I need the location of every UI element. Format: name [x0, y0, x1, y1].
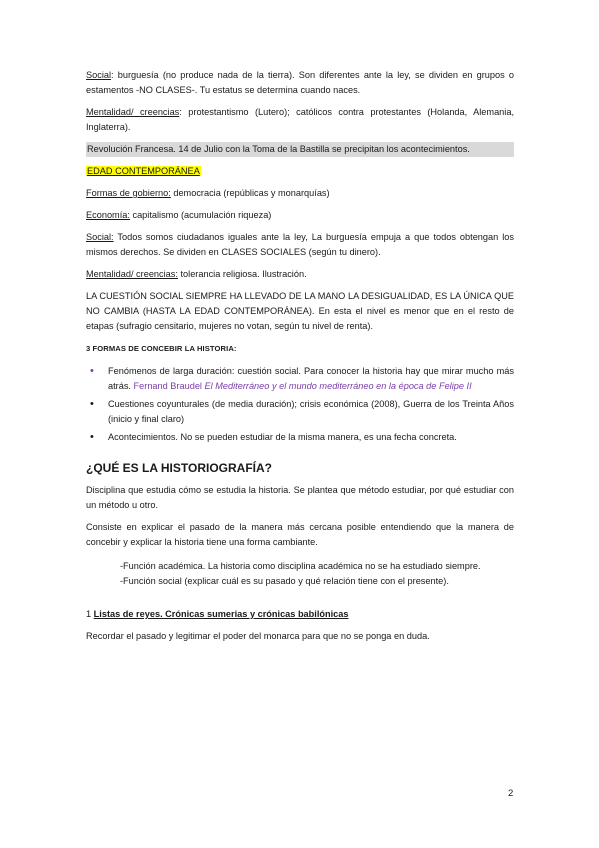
paragraph-revolucion [86, 142, 514, 157]
mentalidad-2-label: Mentalidad/ creencias: [86, 269, 178, 279]
heading-historiografia: ¿QUÉ ES LA HISTORIOGRAFÍA? [86, 461, 273, 475]
bullet-text: Acontecimientos. No se pueden estudiar de la misma manera, es una fecha concreta. [108, 432, 457, 442]
formas-text: democracia (repúblicas y monarquías) [170, 188, 330, 198]
paragraph-mentalidad-2 [86, 267, 514, 282]
social-text: : burguesía (no produce nada de la tierra). Son diferentes ante la ley, se dividen en grupos o estamentos -NO CLASES-. Tu estatus se determina cuando naces. [86, 70, 514, 95]
paragraph-disciplina: Disciplina que estudia cómo se estudia la historia. Se plantea que método estudiar, por qué estudiar con un método u otro. [86, 485, 514, 510]
social-label: Social [86, 70, 112, 80]
heading-listas-reyes [86, 607, 514, 622]
listas-number: 1 [86, 609, 94, 619]
bullet-list-formas [86, 364, 514, 445]
economia-label: Economía: [86, 210, 130, 220]
book-title: El Mediterráneo y el mundo mediterráneo en la época de Felipe II [204, 381, 472, 391]
bullet-text: Fenómenos de larga duración: cuestión social. Para conocer la historia hay que mirar mucho más atrás. [108, 366, 514, 391]
social-2-text: Todos somos ciudadanos iguales ante la ley, La burguesía empuja a que todos obtengan los mismos derechos. Se dividen en CLASES SOCIALES (según tu dinero). [86, 232, 514, 257]
paragraph-funcion-social: -Función social (explicar cuál es su pasado y qué relación tiene con el presente). [120, 576, 449, 586]
paragraph-mentalidad-1 [86, 105, 514, 135]
paragraph-social-2 [86, 230, 514, 260]
highlighted-revolucion: Revolución Francesa. 14 de Julio con la Toma de la Bastilla se precipitan los acontecimientos. [86, 142, 514, 157]
bullet-text: Cuestiones coyunturales (de media duración); crisis económica (2008), Guerra de los Treinta Años (inicio y final claro) [108, 399, 514, 424]
paragraph-cuestion-social: LA CUESTIÓN SOCIAL SIEMPRE HA LLEVADO DE LA MANO LA DESIGUALIDAD, ES LA ÚNICA QUE NO CAMBIA (HASTA LA EDAD CONTEMPORÁNEA). En esta el nivel es menor que en el resto de etapas (sufragio censitario, mujeres no votan, según tu nivel de renta). [86, 291, 514, 331]
listas-label: Listas de reyes. Crónicas sumerias y crónicas babilónicas [93, 609, 349, 619]
bullet-dot-icon: • [90, 398, 94, 410]
mentalidad-text: : protestantismo (Lutero); católicos contra protestantes (Holanda, Alemania, Inglaterra). [86, 107, 514, 132]
heading-tres-formas: 3 FORMAS DE CONCEBIR LA HISTORIA: [86, 344, 237, 353]
mentalidad-2-text: tolerancia religiosa. Ilustración. [177, 269, 307, 279]
paragraph-economia [86, 208, 514, 223]
paragraph-recordar: Recordar el pasado y legitimar el poder del monarca para que no se ponga en duda. [86, 631, 430, 641]
page-number: 2 [508, 788, 514, 799]
heading-edad-contemporanea [86, 164, 514, 179]
paragraph-funcion-academica: -Función académica. La historia como disciplina académica no se ha estudiado siempre. [120, 561, 481, 571]
author-name: Fernand Braudel [133, 381, 205, 391]
mentalidad-label: Mentalidad/ creencias [86, 107, 180, 117]
edad-contemporanea-highlight: EDAD CONTEMPORÁNEA [87, 166, 200, 176]
paragraph-social-1 [86, 68, 514, 98]
bullet-dot-icon: • [90, 365, 94, 377]
list-item [86, 397, 514, 427]
list-item [86, 364, 514, 394]
economia-text: capitalismo (acumulación riqueza) [129, 210, 272, 220]
bullet-dot-icon: • [90, 431, 94, 443]
social-2-label: Social: [86, 232, 114, 242]
paragraph-formas-gobierno [86, 186, 514, 201]
page-content [86, 68, 514, 644]
list-item [86, 430, 514, 445]
paragraph-consiste: Consiste en explicar el pasado de la manera más cercana posible entendiendo que la manera de concebir y explicar la historia tiene una forma cambiante. [86, 522, 514, 547]
formas-label: Formas de gobierno: [86, 188, 171, 198]
